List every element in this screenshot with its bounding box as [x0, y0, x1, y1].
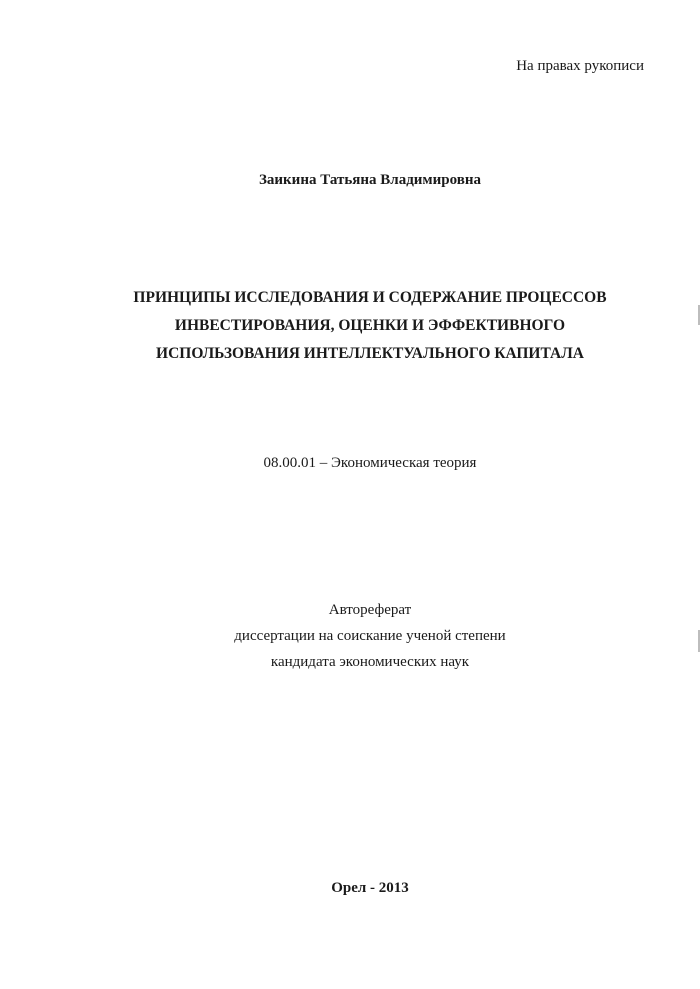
specialty-code: 08.00.01 – Экономическая теория [263, 455, 477, 471]
document-type [0, 597, 700, 675]
title-line: ИНВЕСТИРОВАНИЯ, ОЦЕНКИ И ЭФФЕКТИВНОГО [174, 317, 566, 334]
title-line: ПРИНЦИПЫ ИССЛЕДОВАНИЯ И СОДЕРЖАНИЕ ПРОЦЕССОВ [133, 289, 607, 306]
title-line: ИСПОЛЬЗОВАНИЯ ИНТЕЛЛЕКТУАЛЬНОГО КАПИТАЛА [156, 345, 584, 362]
dissertation-title [0, 284, 700, 368]
document-type-line: диссертации на соискание ученой степени [234, 628, 506, 644]
city-year: Орел - 2013 [331, 880, 409, 896]
manuscript-rights-note: На правах рукописи [516, 58, 644, 74]
document-type-line: кандидата экономических наук [270, 654, 470, 670]
document-type-line: Автореферат [328, 602, 412, 618]
author-name: Заикина Татьяна Владимировна [258, 172, 481, 188]
